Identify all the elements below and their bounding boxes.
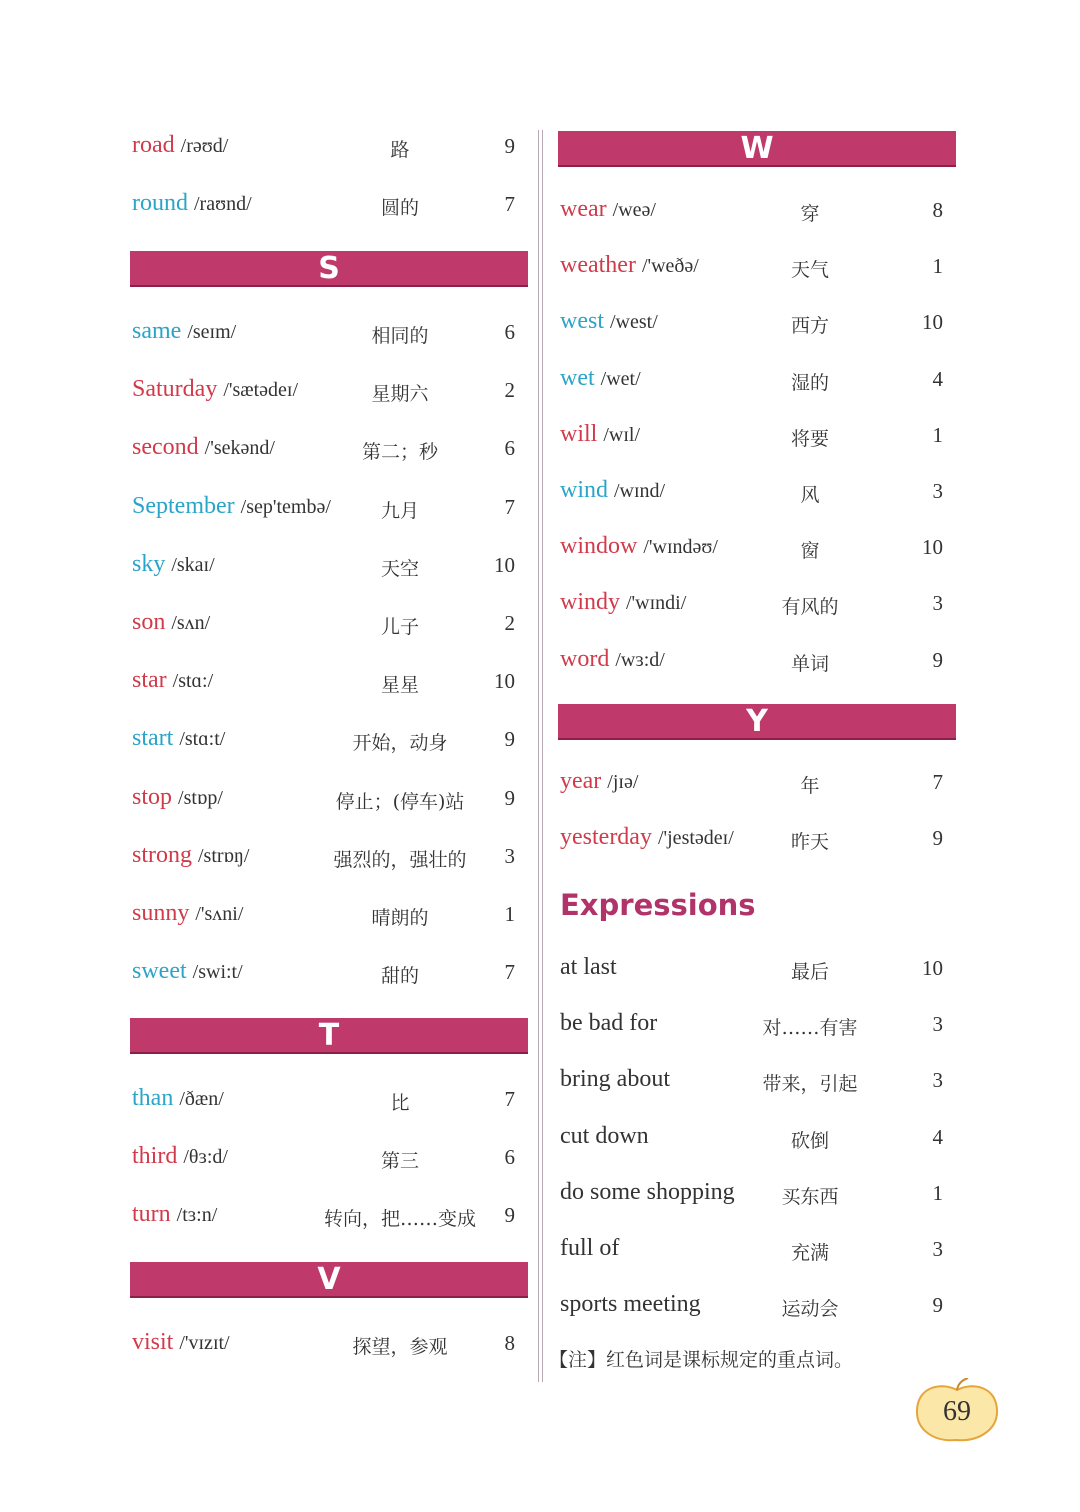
vocab-word: sunny /'sʌni/ bbox=[132, 900, 244, 926]
vocab-unit: 3 bbox=[932, 1068, 943, 1093]
vocab-meaning: 天气 bbox=[790, 259, 829, 282]
vocab-unit: 9 bbox=[932, 1293, 943, 1318]
vocab-word: round /raʊnd/ bbox=[132, 190, 252, 216]
vocab-word: at last bbox=[560, 954, 617, 980]
vocab-meaning: 转向，把……变成 bbox=[323, 1208, 476, 1231]
list-item bbox=[0, 370, 540, 410]
vocab-word: cut down bbox=[560, 1122, 649, 1149]
vocab-meaning: 砍倒 bbox=[790, 1129, 829, 1152]
list-item bbox=[545, 1285, 1080, 1325]
list-item bbox=[0, 545, 540, 585]
vocab-word: star /stɑ:/ bbox=[132, 667, 214, 694]
expressions-heading: Expressions bbox=[560, 888, 756, 922]
vocab-word: road /rəʊd/ bbox=[132, 132, 229, 158]
footnote: 【注】红色词是课标规定的重点词。 bbox=[549, 1349, 854, 1371]
vocab-unit: 4 bbox=[932, 1124, 943, 1149]
vocab-meaning: 强烈的，强壮的 bbox=[333, 848, 467, 871]
vocab-meaning: 圆的 bbox=[380, 197, 419, 219]
list-item bbox=[0, 778, 540, 818]
vocab-meaning: 运动会 bbox=[781, 1298, 839, 1321]
list-item bbox=[545, 762, 1080, 802]
vocab-word: second /'sekənd/ bbox=[132, 434, 275, 461]
list-item bbox=[0, 836, 540, 876]
vocab-word: wear /weə/ bbox=[560, 196, 656, 222]
list-item bbox=[0, 952, 540, 992]
vocab-unit: 3 bbox=[932, 1237, 943, 1261]
vocab-meaning: 天空 bbox=[380, 557, 419, 580]
vocab-meaning: 对……有害 bbox=[762, 1017, 858, 1040]
list-item bbox=[545, 359, 1080, 399]
vocab-unit: 7 bbox=[504, 192, 515, 216]
vocab-meaning: 湿的 bbox=[790, 371, 829, 394]
vocab-meaning: 年 bbox=[800, 775, 820, 797]
vocab-unit: 2 bbox=[504, 378, 515, 403]
vocab-word: turn /tɜ:n/ bbox=[132, 1201, 218, 1228]
vocab-meaning: 星期六 bbox=[371, 383, 429, 406]
list-item bbox=[545, 1173, 1080, 1213]
list-item bbox=[545, 527, 1080, 567]
vocab-word: word /wɜ:d/ bbox=[560, 645, 665, 672]
vocab-meaning: 买东西 bbox=[781, 1185, 839, 1208]
vocab-unit: 7 bbox=[504, 960, 515, 985]
vocab-word: than /ðæn/ bbox=[132, 1085, 224, 1111]
vocab-meaning: 将要 bbox=[790, 427, 829, 450]
vocab-unit: 4 bbox=[932, 366, 943, 391]
vocab-meaning: 风 bbox=[800, 484, 820, 506]
vocab-meaning: 儿子 bbox=[380, 616, 419, 638]
vocab-meaning: 有风的 bbox=[781, 596, 839, 619]
list-item bbox=[0, 894, 540, 934]
section-banner-s: S bbox=[130, 251, 528, 287]
vocab-word: be bad for bbox=[560, 1010, 658, 1037]
list-item bbox=[545, 583, 1080, 623]
vocab-unit: 3 bbox=[932, 479, 943, 503]
vocab-meaning: 第二；秒 bbox=[361, 441, 438, 464]
list-item bbox=[545, 948, 1080, 988]
vocab-unit: 7 bbox=[504, 1087, 515, 1111]
vocab-word: sweet /swi:t/ bbox=[132, 958, 243, 985]
list-item bbox=[545, 190, 1080, 230]
vocab-word: same /seɪm/ bbox=[132, 318, 237, 344]
vocab-meaning: 西方 bbox=[790, 315, 829, 338]
vocab-word: sky /skaɪ/ bbox=[132, 550, 215, 577]
list-item bbox=[0, 1195, 540, 1235]
vocab-word: sports meeting bbox=[560, 1291, 701, 1318]
list-item bbox=[545, 246, 1080, 286]
vocab-unit: 1 bbox=[932, 422, 943, 447]
list-item bbox=[0, 184, 540, 224]
vocab-unit: 7 bbox=[504, 494, 515, 519]
vocab-word: do some shopping bbox=[560, 1178, 735, 1205]
vocab-meaning: 九月 bbox=[380, 499, 419, 522]
list-item bbox=[0, 487, 540, 527]
vocab-unit: 2 bbox=[504, 611, 515, 635]
vocab-meaning: 甜的 bbox=[380, 965, 419, 988]
vocab-meaning: 停止；(停车)站 bbox=[335, 790, 465, 813]
vocab-unit: 10 bbox=[922, 535, 943, 560]
vocab-unit: 10 bbox=[494, 552, 515, 577]
vocab-meaning: 穿 bbox=[800, 203, 820, 225]
list-item bbox=[0, 603, 540, 643]
vocab-meaning: 单词 bbox=[790, 652, 829, 675]
vocab-unit: 9 bbox=[504, 785, 515, 810]
vocab-meaning: 第三 bbox=[380, 1150, 419, 1173]
vocab-unit: 9 bbox=[504, 727, 515, 752]
vocab-unit: 1 bbox=[504, 902, 515, 926]
vocab-word: weather /'weðə/ bbox=[560, 252, 699, 279]
list-item bbox=[545, 1229, 1080, 1269]
vocab-unit: 9 bbox=[504, 1203, 515, 1228]
list-item bbox=[0, 1079, 540, 1119]
vocab-meaning: 昨天 bbox=[790, 831, 829, 854]
section-banner-v: V bbox=[130, 1262, 528, 1298]
list-item bbox=[0, 428, 540, 468]
vocab-meaning: 比 bbox=[390, 1092, 410, 1114]
vocab-unit: 3 bbox=[504, 843, 515, 868]
vocab-word: will /wɪl/ bbox=[560, 420, 641, 447]
vocab-unit: 10 bbox=[922, 956, 943, 980]
vocab-unit: 8 bbox=[932, 198, 943, 222]
vocab-word: windy /'wɪndi/ bbox=[560, 589, 687, 616]
list-item bbox=[0, 661, 540, 701]
list-item bbox=[0, 126, 540, 166]
vocab-unit: 9 bbox=[504, 134, 515, 158]
vocab-word: Saturday /'sætədeɪ/ bbox=[132, 376, 299, 403]
list-item bbox=[0, 719, 540, 759]
vocab-word: visit /'vɪzɪt/ bbox=[132, 1329, 230, 1355]
list-item bbox=[0, 1323, 540, 1363]
list-item bbox=[545, 818, 1080, 858]
vocab-word: year /jɪə/ bbox=[560, 768, 639, 794]
vocab-word: yesterday /'jestədeɪ/ bbox=[560, 824, 734, 851]
vocab-unit: 3 bbox=[932, 591, 943, 616]
vocab-word: west /west/ bbox=[560, 308, 658, 335]
page-number-apple bbox=[912, 1378, 1002, 1444]
vocab-meaning: 探望，参观 bbox=[352, 1336, 448, 1358]
list-item bbox=[545, 471, 1080, 511]
vocab-word: full of bbox=[560, 1235, 620, 1261]
vocab-meaning: 最后 bbox=[790, 961, 829, 983]
vocab-word: son /sʌn/ bbox=[132, 609, 211, 635]
vocab-unit: 7 bbox=[932, 770, 943, 794]
section-banner-w: W bbox=[558, 131, 956, 167]
list-item bbox=[545, 1004, 1080, 1044]
right-column bbox=[545, 0, 1080, 1512]
vocab-word: stop /stɒp/ bbox=[132, 783, 223, 810]
vocab-unit: 1 bbox=[932, 254, 943, 279]
list-item bbox=[545, 302, 1080, 342]
vocab-unit: 6 bbox=[504, 1145, 515, 1170]
page-number: 69 bbox=[943, 1396, 971, 1427]
vocab-word: third /θɜ:d/ bbox=[132, 1143, 228, 1170]
vocab-word: bring about bbox=[560, 1066, 670, 1093]
list-item bbox=[0, 312, 540, 352]
vocab-meaning: 路 bbox=[390, 139, 410, 161]
vocab-word: window /'wɪndəʊ/ bbox=[560, 533, 718, 560]
list-item bbox=[545, 1060, 1080, 1100]
vocab-unit: 3 bbox=[932, 1012, 943, 1037]
vocab-unit: 9 bbox=[932, 826, 943, 851]
section-banner-y: Y bbox=[558, 704, 956, 740]
vocab-meaning: 星星 bbox=[380, 674, 419, 697]
vocab-unit: 9 bbox=[932, 647, 943, 672]
vocab-word: strong /strɒŋ/ bbox=[132, 841, 250, 868]
vocab-meaning: 开始，动身 bbox=[352, 732, 448, 755]
list-item bbox=[545, 1117, 1080, 1157]
vocab-meaning: 相同的 bbox=[371, 325, 429, 347]
vocab-meaning: 充满 bbox=[790, 1242, 829, 1264]
vocab-unit: 6 bbox=[504, 436, 515, 461]
section-banner-t: T bbox=[130, 1018, 528, 1054]
list-item bbox=[545, 415, 1080, 455]
vocab-word: September /sep'tembə/ bbox=[132, 492, 331, 519]
vocab-unit: 6 bbox=[504, 320, 515, 344]
vocab-word: wet /wet/ bbox=[560, 364, 641, 391]
vocab-unit: 8 bbox=[504, 1331, 515, 1355]
vocab-meaning: 晴朗的 bbox=[371, 907, 429, 929]
vocab-unit: 10 bbox=[494, 669, 515, 694]
vocab-unit: 1 bbox=[932, 1180, 943, 1205]
vocab-word: start /stɑ:t/ bbox=[132, 725, 226, 752]
list-item bbox=[545, 640, 1080, 680]
vocab-meaning: 窗 bbox=[800, 540, 820, 563]
vocab-meaning: 带来，引起 bbox=[762, 1073, 858, 1096]
vocab-word: wind /wɪnd/ bbox=[560, 477, 666, 503]
list-item bbox=[0, 1137, 540, 1177]
vocab-unit: 10 bbox=[922, 310, 943, 335]
